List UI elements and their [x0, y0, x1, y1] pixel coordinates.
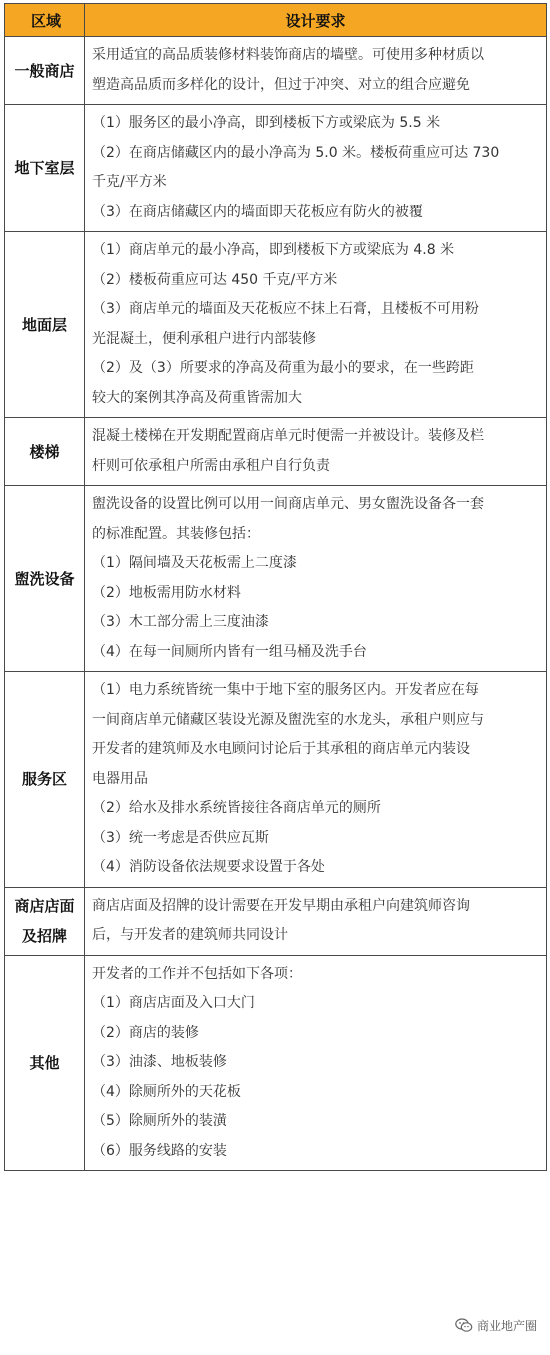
requirement-line: （4）在每一间厕所内皆有一组马桶及洗手台 — [92, 643, 367, 660]
requirement-line: （5）除厕所外的装潢 — [92, 1113, 227, 1129]
requirement-line: （2）地板需用防水材料 — [92, 584, 241, 601]
requirement-line: 的标准配置。其装修包括： — [92, 525, 260, 542]
area-label: 商店店面 — [14, 897, 75, 915]
table-row — [5, 105, 547, 232]
table-row — [5, 232, 547, 418]
design-requirements-table — [4, 3, 547, 1171]
header-row — [5, 4, 547, 37]
requirement-cell — [85, 887, 547, 955]
area-label: 其他 — [29, 1053, 60, 1072]
area-cell — [5, 486, 85, 672]
requirement-line: （2）给水及排水系统皆接往各商店单元的厕所 — [92, 800, 381, 816]
area-cell — [5, 418, 85, 486]
requirement-line: （3）统一考虑是否供应瓦斯 — [92, 829, 269, 846]
table-row — [5, 955, 547, 1171]
area-cell — [5, 955, 85, 1171]
requirement-cell — [85, 105, 547, 232]
area-cell — [5, 887, 85, 955]
area-label: 楼梯 — [29, 442, 60, 461]
requirement-line: （1）电力系统皆统一集中于地下室的服务区内。开发者应在每 — [92, 682, 479, 698]
requirement-line: 较大的案例其净高及荷重皆需加大 — [92, 389, 302, 406]
requirement-line: 采用适宜的高品质装修材料装饰商店的墙壁。可使用多种材质以 — [92, 47, 484, 63]
table-row — [5, 486, 547, 672]
requirement-line: （2）及（3）所要求的净高及荷重为最小的要求，在一些跨距 — [92, 360, 474, 376]
table-row — [5, 887, 547, 955]
requirement-line: （1）商店单元的最小净高，即到楼板下方或梁底为 4.8 米 — [92, 242, 455, 258]
requirement-line: 混凝土楼梯在开发期配置商店单元时便需一并被设计。装修及栏 — [92, 428, 484, 444]
requirement-line: 电器用品 — [92, 770, 148, 787]
table-body — [5, 37, 547, 1171]
requirement-cell — [85, 418, 547, 486]
table-row — [5, 418, 547, 486]
requirement-cell — [85, 955, 547, 1171]
watermark — [452, 1316, 540, 1335]
area-label: 地下室层 — [14, 159, 75, 177]
area-cell — [5, 232, 85, 418]
requirement-line: 塑造高品质而多样化的设计，但过于冲突、对立的组合应避免 — [92, 76, 470, 93]
area-cell — [5, 37, 85, 105]
requirement-line: 后，与开发者的建筑师共同设计 — [92, 927, 288, 943]
requirement-line: （1）服务区的最小净高，即到楼板下方或梁底为 5.5 米 — [92, 115, 441, 131]
requirement-line: （1）商店店面及入口大门 — [92, 995, 255, 1011]
table-row — [5, 37, 547, 105]
requirement-line: （2）在商店储藏区内的最小净高为 5.0 米。楼板荷重应可达 730 — [92, 144, 500, 161]
area-label: 盥洗设备 — [14, 569, 75, 588]
requirement-line: 开发者的建筑师及水电顾问讨论后于其承租的商店单元内装设 — [92, 741, 470, 757]
requirement-line: （3）商店单元的墙面及天花板应不抹上石膏，且楼板不可用粉 — [92, 301, 479, 317]
header-area: 区域 — [5, 4, 85, 37]
requirement-cell — [85, 486, 547, 672]
requirement-cell — [85, 232, 547, 418]
requirement-line: 一间商店单元储藏区装设光源及盥洗室的水龙头，承租户则应与 — [92, 711, 484, 728]
area-cell — [5, 105, 85, 232]
area-label: 及招牌 — [21, 927, 67, 945]
requirement-line: 盥洗设备的设置比例可以用一间商店单元、男女盥洗设备各一套 — [92, 496, 484, 512]
requirement-line: 杆则可依承租户所需由承租户自行负责 — [92, 457, 330, 474]
requirement-cell — [85, 37, 547, 105]
area-label: 地面层 — [21, 315, 67, 334]
header-requirement: 设计要求 — [85, 4, 547, 37]
requirement-line: （2）商店的装修 — [92, 1024, 199, 1041]
table-row — [5, 672, 547, 888]
wechat-icon — [455, 1318, 473, 1333]
requirement-line: 千克/平方米 — [92, 174, 167, 190]
requirement-line: （6）服务线路的安装 — [92, 1142, 227, 1159]
requirement-line: （3）在商店储藏区内的墙面即天花板应有防火的被覆 — [92, 203, 423, 220]
requirement-line: （3）木工部分需上三度油漆 — [92, 614, 269, 630]
requirement-line: 开发者的工作并不包括如下各项： — [92, 965, 302, 982]
area-label: 一般商店 — [14, 61, 75, 80]
requirement-line: 商店店面及招牌的设计需要在开发早期由承租户向建筑师咨询 — [92, 897, 470, 914]
requirement-line: 光混凝土，便利承租户进行内部装修 — [92, 330, 316, 347]
requirement-line: （4）消防设备依法规要求设置于各处 — [92, 859, 325, 875]
area-cell — [5, 672, 85, 888]
requirement-line: （1）隔间墙及天花板需上二度漆 — [92, 555, 297, 571]
requirement-line: （4）除厕所外的天花板 — [92, 1083, 241, 1100]
requirement-line: （2）楼板荷重应可达 450 千克/平方米 — [92, 271, 338, 288]
requirement-line: （3）油漆、地板装修 — [92, 1054, 227, 1070]
watermark-text: 商业地产圈 — [476, 1319, 537, 1333]
requirement-cell — [85, 672, 547, 888]
area-label: 服务区 — [21, 770, 67, 789]
